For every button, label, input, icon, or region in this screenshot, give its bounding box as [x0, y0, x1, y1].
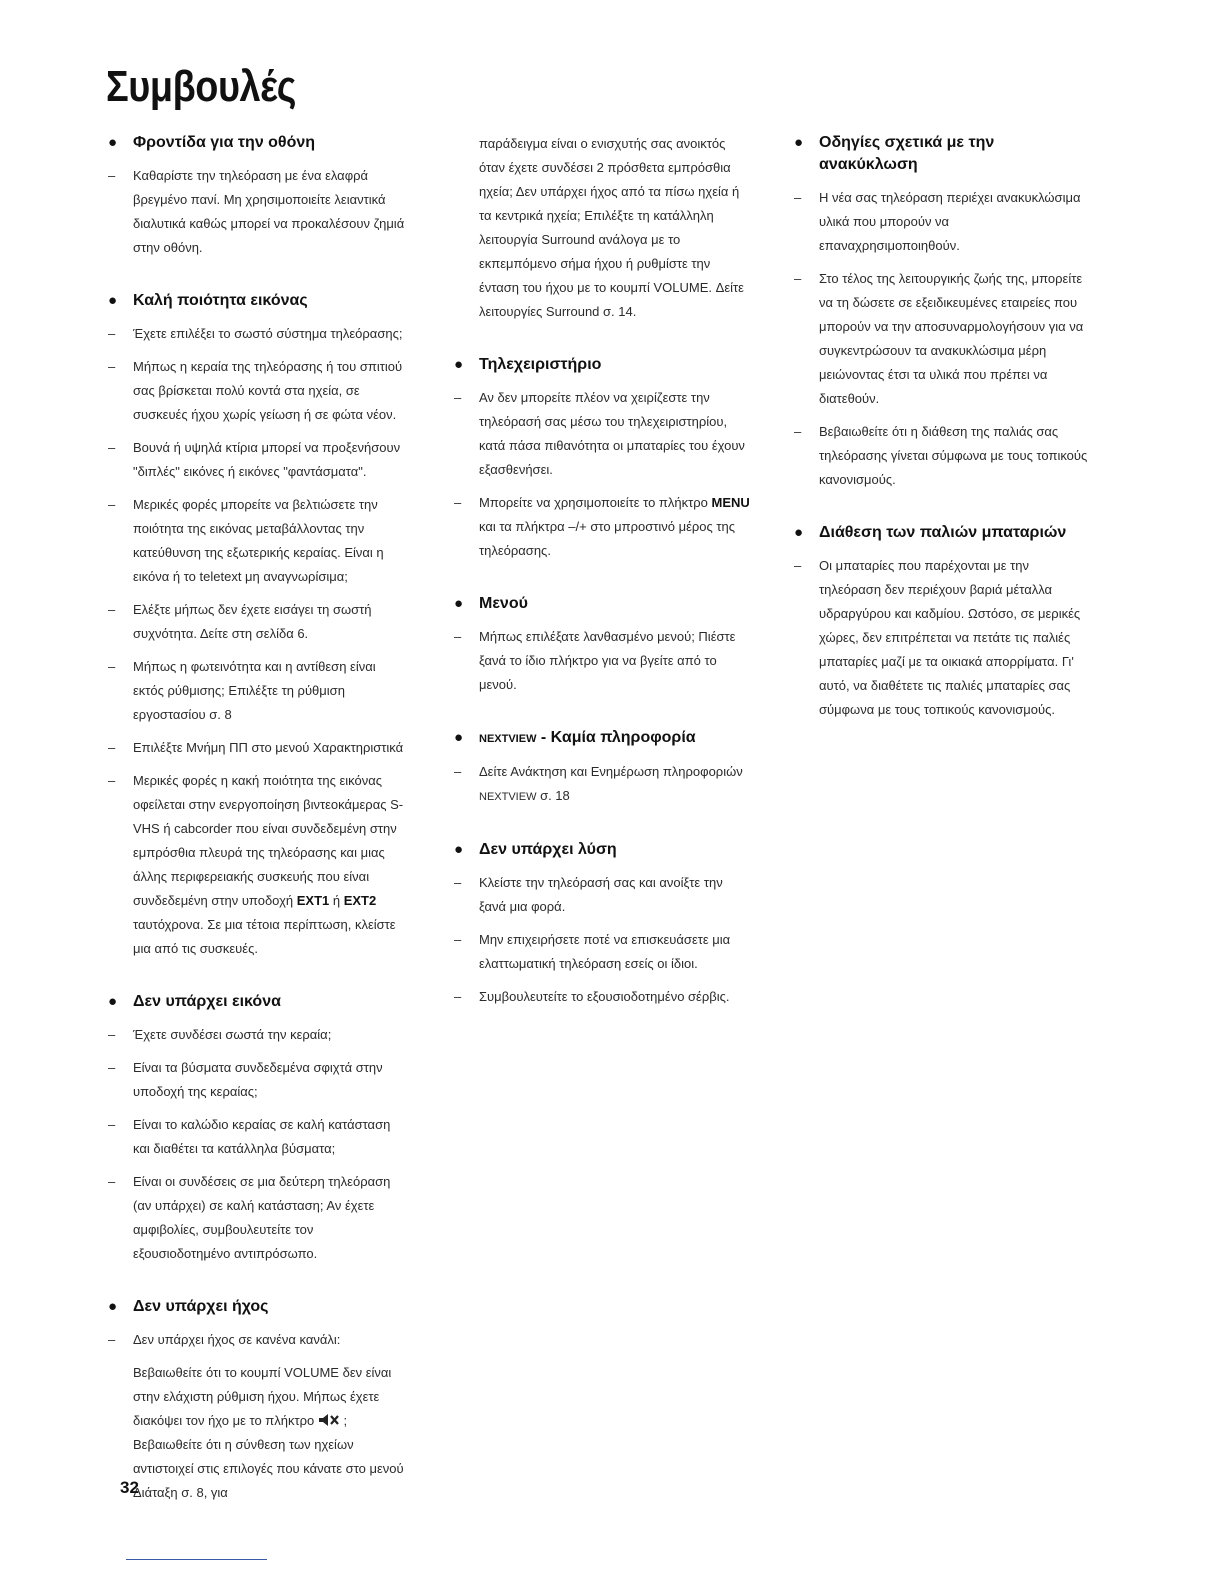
section-heading: ● Δεν υπάρχει ήχος — [106, 1296, 406, 1318]
section-heading: ● Μενού — [452, 593, 752, 615]
list-item: – Βουνά ή υψηλά κτίρια μπορεί να προξενήσουν "διπλές" εικόνες ή εικόνες "φαντάσματα". — [108, 440, 401, 479]
bullet-icon: ● — [454, 595, 464, 612]
section-no-solution — [452, 839, 752, 1009]
list-item: – Επιλέξτε Μνήμη ΠΠ στο μενού Χαρακτηριστικά — [108, 740, 404, 755]
nextview-logo-text: NEXTVIEW — [479, 733, 537, 745]
column-left — [106, 132, 406, 1535]
column-middle — [452, 132, 752, 1039]
page-number: 32 — [120, 1478, 139, 1497]
list-item: – Βεβαιωθείτε ότι η διάθεση της παλιάς σας τηλεόρασης γίνεται σύμφωνα με τους τοπικούς κανονισμούς. — [794, 424, 1088, 487]
section-heading: ● Διάθεση των παλιών μπαταριών — [792, 522, 1092, 544]
section-heading: ● Δεν υπάρχει εικόνα — [106, 991, 406, 1013]
section-picture-quality — [106, 290, 406, 961]
list-item: – Ελέξτε μήπως δεν έχετε εισάγει τη σωστή συχνότητα. Δείτε στη σελίδα 6. — [108, 602, 372, 641]
mute-speaker-icon — [318, 1413, 340, 1427]
list-item: – Είναι τα βύσματα συνδεδεμένα σφιχτά στην υποδοχή της κεραίας; — [108, 1060, 383, 1099]
footer-divider — [126, 1559, 267, 1560]
list-item: – Κλείστε την τηλεόρασή σας και ανοίξτε την ξανά μια φορά. — [454, 875, 723, 914]
list-item: – Δείτε Ανάκτηση και Ενημέρωση πληροφοριών NEXTVIEW σ. 18 — [454, 764, 743, 803]
bullet-icon: ● — [108, 993, 118, 1010]
bullet-icon: ● — [794, 134, 804, 151]
list-item: – Η νέα σας τηλεόραση περιέχει ανακυκλώσιμα υλικά που μπορούν να επαναχρησιμοποιηθούν. — [794, 190, 1081, 253]
section-heading: ● NEXTVIEW - Καμία πληροφορία — [452, 727, 752, 750]
section-heading: ● Καλή ποιότητα εικόνας — [106, 290, 406, 312]
list-item-continuation: παράδειγμα είναι ο ενισχυτής σας ανοικτός όταν έχετε συνδέσει 2 πρόσθετα εμπρόσθια ηχεία; Δεν υπάρχει ήχος από τα πίσω ηχεία ή τα κεντρικά ηχεία; Επιλέξτε τη κατάλληλη λειτουργία Surround ανάλογα με το εκπεμπόμενο σήμα ήχου ή ρυθμίστε την ένταση του ήχου με το κουμπί VOLUME. Δείτε λειτουργίες Surround σ. 14. — [479, 136, 744, 319]
list-item: – Είναι το καλώδιο κεραίας σε καλή κατάσταση και διαθέτει τα κατάλληλα βύσματα; — [108, 1117, 391, 1156]
section-heading: ● Δεν υπάρχει λύση — [452, 839, 752, 861]
list-item: – Μερικές φορές η κακή ποιότητα της εικόνας οφείλεται στην ενεργοποίηση βιντεοκάμερας S-VHS ή cabcorder που είναι συνδεδεμένη στην εμπρόσθια πλευρά της τηλεόρασης και μιας άλλης περιφερειακής συσκευής που είναι συνδεδεμένη στην υποδοχή EXT1 ή EXT2 ταυτόχρονα. Σε μια τέτοια περίπτωση, κλείστε μια από τις συσκευές. — [108, 773, 404, 956]
section-nextview-no-info — [452, 727, 752, 809]
column-right — [792, 132, 1092, 752]
section-screen-care — [106, 132, 406, 260]
list-item: – Αν δεν μπορείτε πλέον να χειρίζεστε την τηλεόρασή σας μέσω του τηλεχειριστηρίου, κατά πάσα πιθανότητα οι μπαταρίες του έχουν εξασθενήσει. — [454, 390, 745, 477]
list-item: – Καθαρίστε την τηλεόραση με ένα ελαφρά βρεγμένο πανί. Μη χρησιμοποιείτε λειαντικά διαλυτικά καθώς μπορεί να προκαλέσουν ζημιά στην οθόνη. — [108, 168, 405, 255]
list-item-continuation: Βεβαιωθείτε ότι το κουμπί VOLUME δεν είναι στην ελάχιστη ρύθμιση ήχου. Μήπως έχετε διακόψει τον ήχο με το πλήκτρο ; Βεβαιωθείτε ότι η σύνθεση των ηχείων αντιστοιχεί στις επιλογές που κάνατε στο μενού Διάταξη σ. 8, για — [133, 1365, 404, 1500]
list-item: – Μερικές φορές μπορείτε να βελτιώσετε την ποιότητα της εικόνας μεταβάλλοντας την κατεύθυνση της εξωτερικής κεραίας. Είναι η εικόνα ή το teletext μη αναγνωρίσιμα; — [108, 497, 384, 584]
list-item: – Συμβουλευτείτε το εξουσιοδοτημένο σέρβις. — [454, 989, 730, 1004]
list-item: – Έχετε επιλέξει το σωστό σύστημα τηλεόρασης; — [108, 326, 403, 341]
list-item: – Μην επιχειρήσετε ποτέ να επισκευάσετε μια ελαττωματική τηλεόραση εσείς οι ίδιοι. — [454, 932, 731, 971]
list-item: – Μήπως η φωτεινότητα και η αντίθεση είναι εκτός ρύθμισης; Επιλέξτε τη ρύθμιση εργοστασίου σ. 8 — [108, 659, 376, 722]
list-item: – Μήπως η κεραία της τηλεόρασης ή του σπιτιού σας βρίσκεται πολύ κοντά στα ηχεία, σε συσκευές ήχου χωρίς γείωση ή σε φώτα νέον. — [108, 359, 403, 422]
list-item: – Μπορείτε να χρησιμοποιείτε το πλήκτρο MENU και τα πλήκτρα –/+ στο μπροστινό μέρος της τηλεόρασης. — [454, 495, 750, 558]
section-recycling — [792, 132, 1092, 492]
list-item: – Μήπως επιλέξατε λανθασμένο μενού; Πιέστε ξανά το ίδιο πλήκτρο για να βγείτε από το μενού. — [454, 629, 736, 692]
bullet-icon: ● — [794, 524, 804, 541]
section-battery-disposal — [792, 522, 1092, 722]
list-item: – Στο τέλος της λειτουργικής ζωής της, μπορείτε να τη δώσετε σε εξειδικευμένες εταιρείες που μπορούν να την αποσυναρμολογήσουν για να συγκεντρώσουν τα ανακυκλώσιμα μέρη μειώνοντας έτσι τα υλικά που πρέπει να διατεθούν. — [794, 271, 1084, 406]
bullet-icon: ● — [454, 729, 464, 746]
section-menu — [452, 593, 752, 697]
bullet-icon: ● — [108, 292, 118, 309]
section-no-sound — [106, 1296, 406, 1505]
bullet-icon: ● — [454, 841, 464, 858]
section-heading: ● Φροντίδα για την οθόνη — [106, 132, 406, 154]
list-item: – Έχετε συνδέσει σωστά την κεραία; — [108, 1027, 332, 1042]
section-remote-control — [452, 354, 752, 563]
list-item: – Είναι οι συνδέσεις σε μια δεύτερη τηλεόραση (αν υπάρχει) σε καλή κατάσταση; Αν έχετε αμφιβολίες, συμβουλευτείτε τον εξουσιοδοτημένο αντιπρόσωπο. — [108, 1174, 391, 1261]
page-title: Συμβουλές — [106, 62, 297, 111]
section-heading: ● Τηλεχειριστήριο — [452, 354, 752, 376]
section-no-picture — [106, 991, 406, 1266]
list-item: – Δεν υπάρχει ήχος σε κανένα κανάλι: — [108, 1332, 341, 1347]
section-no-sound-continued — [452, 132, 752, 324]
section-heading: ● Οδηγίες σχετικά με την ανακύκλωση — [794, 134, 995, 173]
bullet-icon: ● — [108, 134, 118, 151]
list-item: – Οι μπαταρίες που παρέχονται με την τηλεόραση δεν περιέχουν βαριά μέταλλα υδραργύρου και καδμίου. Ωστόσο, σε μερικές χώρες, δεν επιτρέπεται να πετάτε τις παλιές μπαταρίες μαζί με τα οικιακά απορρίματα. Γι' αυτό, να διαθέτετε τις παλιές μπαταρίες σας σύμφωνα με τους τοπικούς κανονισμούς. — [794, 558, 1081, 717]
bullet-icon: ● — [454, 356, 464, 373]
bullet-icon: ● — [108, 1298, 118, 1315]
